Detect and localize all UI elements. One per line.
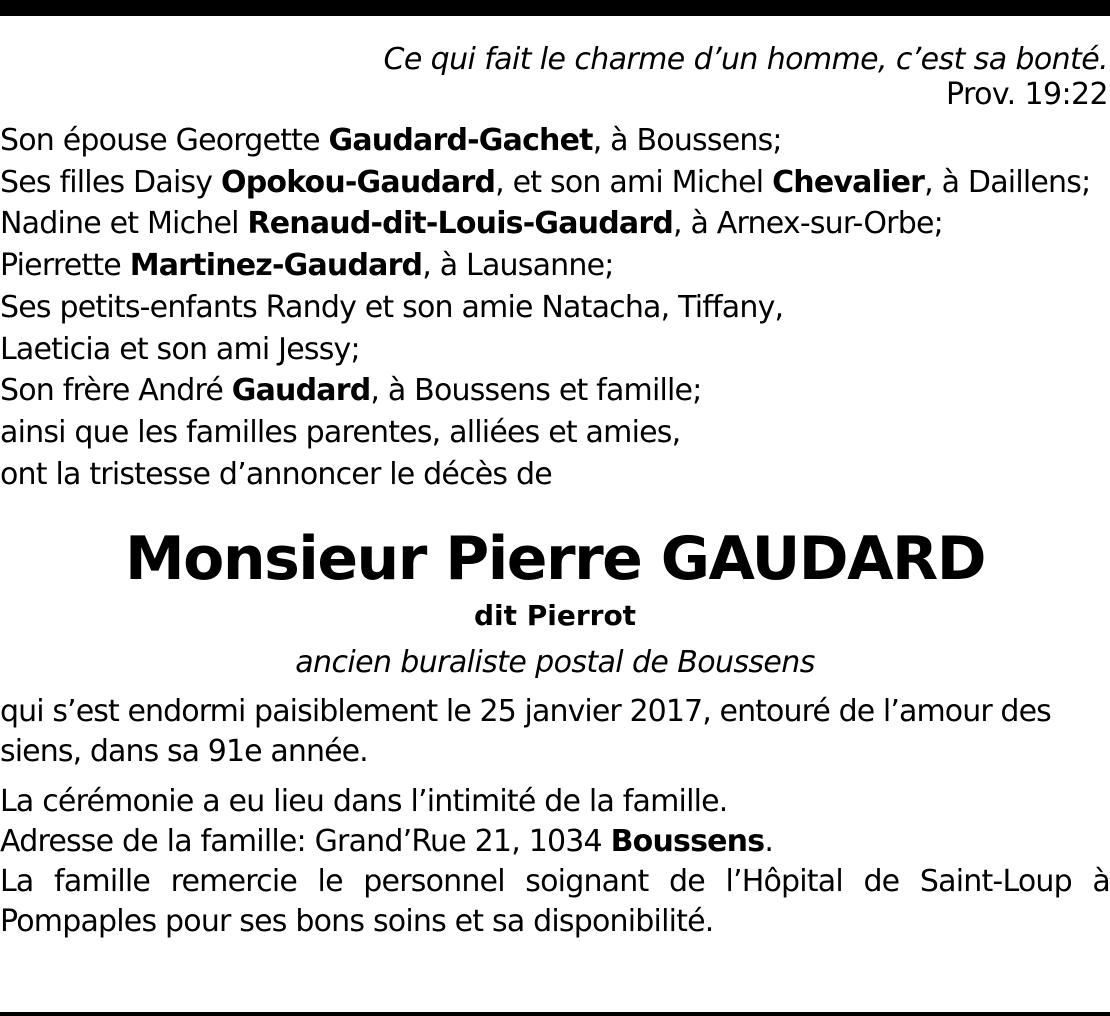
deceased-nickname: dit Pierrot bbox=[473, 599, 637, 633]
thanks-line-1: La famille remercie le personnel soignant de l’Hôpital de Saint-Loup à bbox=[0, 864, 1110, 900]
deceased-occupation: ancien buraliste postal de Boussens bbox=[295, 645, 815, 681]
surname-bold: Renaud-dit-Louis-Gaudard bbox=[247, 206, 673, 242]
family-line-relatives: ainsi que les familles parentes, alliées et amies, bbox=[0, 414, 681, 450]
family-line-daughter-1: Ses filles Daisy Opokou-Gaudard, et son ami Michel Chevalier, à Daillens; bbox=[0, 164, 1091, 200]
family-list bbox=[0, 120, 1110, 495]
epigraph-reference: Prov. 19:22 bbox=[946, 77, 1108, 112]
family-line-grandchildren-2: Laeticia et son ami Jessy; bbox=[0, 331, 360, 367]
family-line-daughter-3: Pierrette Martinez-Gaudard, à Lausanne; bbox=[0, 248, 614, 284]
address-town-bold: Boussens bbox=[610, 824, 765, 860]
epigraph-quote: Ce qui fait le charme d’un homme, c’est sa bonté. bbox=[383, 42, 1108, 77]
surname-bold: Martinez-Gaudard bbox=[129, 248, 423, 284]
closing-section bbox=[0, 782, 1110, 942]
thanks-line-2: Pompaples pour ses bons soins et sa disponibilité. bbox=[0, 904, 714, 940]
announcement-line: ont la tristesse d’annoncer le décès de bbox=[0, 456, 552, 492]
passing-paragraph: qui s’est endormi paisiblement le 25 janvier 2017, entouré de l’amour des siens, dans sa 91e année. bbox=[0, 694, 1051, 770]
bottom-border-rule bbox=[0, 1012, 1110, 1016]
surname-bold: Opokou-Gaudard bbox=[221, 164, 496, 200]
surname-bold: Gaudard bbox=[231, 373, 371, 409]
surname-bold: Chevalier bbox=[772, 164, 925, 200]
deceased-name: Monsieur Pierre GAUDARD bbox=[124, 524, 986, 595]
surname-bold: Gaudard-Gachet bbox=[328, 123, 593, 158]
family-line-spouse: Son épouse Georgette Gaudard-Gachet, à Boussens; bbox=[0, 123, 782, 158]
ceremony-line: La cérémonie a eu lieu dans l’intimité de la famille. bbox=[0, 784, 728, 820]
family-line-daughter-2: Nadine et Michel Renaud-dit-Louis-Gaudard, à Arnex-sur-Orbe; bbox=[0, 206, 943, 242]
top-border-rule bbox=[0, 0, 1110, 16]
family-line-grandchildren-1: Ses petits-enfants Randy et son amie Natacha, Tiffany, bbox=[0, 289, 784, 325]
family-address-line: Adresse de la famille: Grand’Rue 21, 1034 Boussens. bbox=[0, 824, 774, 860]
family-line-brother: Son frère André Gaudard, à Boussens et famille; bbox=[0, 373, 702, 409]
obituary-notice bbox=[0, 40, 1110, 942]
